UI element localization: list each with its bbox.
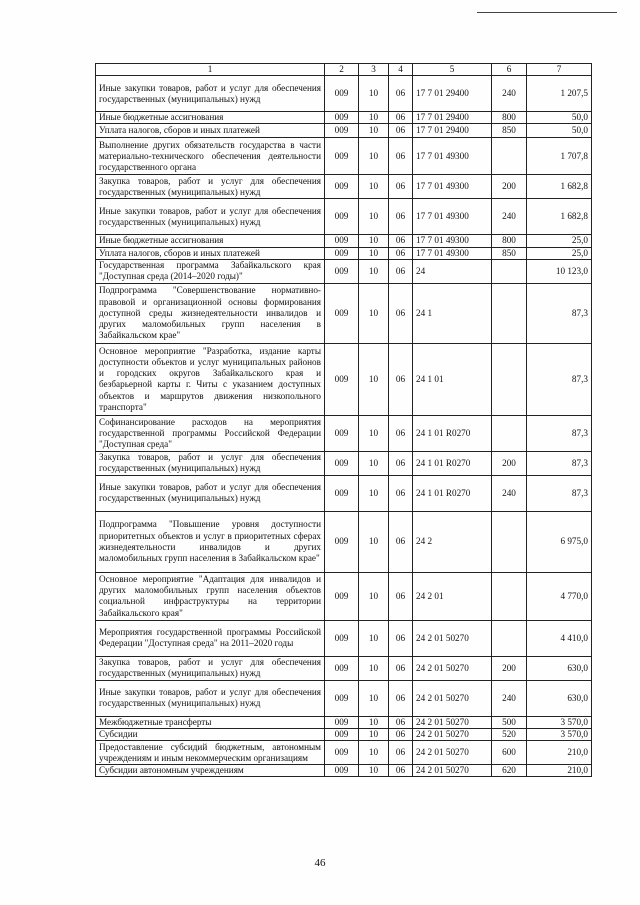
table-row (96, 235, 592, 247)
ved-code-cell: 009 (325, 247, 359, 259)
ved-code-cell: 009 (325, 475, 359, 511)
section-code-cell: 10 (359, 235, 389, 247)
expense-type-cell (492, 620, 527, 656)
table-row (96, 175, 592, 199)
table-row (96, 76, 592, 112)
row-name-cell: Иные закупки товаров, работ и услуг для обеспечения государственных (муниципальных) нужд (96, 199, 325, 235)
table-row (96, 124, 592, 138)
row-name-cell: Иные закупки товаров, работ и услуг для обеспечения государственных (муниципальных) нужд (96, 680, 325, 716)
expense-type-cell: 620 (492, 765, 527, 777)
ved-code-cell: 009 (325, 572, 359, 620)
section-code-cell: 10 (359, 76, 389, 112)
section-code-cell: 10 (359, 511, 389, 572)
expense-type-cell (492, 511, 527, 572)
table-row (96, 138, 592, 175)
section-code-cell: 10 (359, 680, 389, 716)
target-article-cell: 24 1 01 R0270 (413, 451, 492, 475)
ved-code-cell: 009 (325, 259, 359, 283)
amount-cell: 1 707,8 (527, 138, 592, 175)
amount-cell: 3 570,0 (527, 716, 592, 728)
amount-cell: 25,0 (527, 235, 592, 247)
target-article-cell: 24 1 01 (413, 343, 492, 415)
section-code-cell: 10 (359, 475, 389, 511)
target-article-cell: 24 1 01 R0270 (413, 475, 492, 511)
amount-cell: 1 207,5 (527, 76, 592, 112)
row-name-cell: Выполнение других обязательств государства в части материально-технического обеспечения деятельности государственного органа (96, 138, 325, 175)
subsection-code-cell: 06 (389, 415, 413, 451)
subsection-code-cell: 06 (389, 656, 413, 680)
expense-type-cell: 200 (492, 175, 527, 199)
header-cell: 2 (325, 64, 359, 76)
expense-type-cell: 240 (492, 76, 527, 112)
section-code-cell: 10 (359, 620, 389, 656)
header-cell: 3 (359, 64, 389, 76)
row-name-cell: Межбюджетные трансферты (96, 716, 325, 728)
amount-cell: 10 123,0 (527, 259, 592, 283)
expense-type-cell (492, 138, 527, 175)
target-article-cell: 24 2 01 50270 (413, 765, 492, 777)
expense-type-cell: 600 (492, 741, 527, 765)
expense-type-cell: 850 (492, 247, 527, 259)
row-name-cell: Субсидии автономным учреждениям (96, 765, 325, 777)
header-cell: 7 (527, 64, 592, 76)
row-name-cell: Закупка товаров, работ и услуг для обеспечения государственных (муниципальных) нужд (96, 175, 325, 199)
header-row (96, 64, 592, 76)
expense-type-cell (492, 415, 527, 451)
subsection-code-cell: 06 (389, 199, 413, 235)
row-name-cell: Иные закупки товаров, работ и услуг для обеспечения государственных (муниципальных) нужд (96, 475, 325, 511)
subsection-code-cell: 06 (389, 247, 413, 259)
ved-code-cell: 009 (325, 415, 359, 451)
table-row (96, 343, 592, 415)
subsection-code-cell: 06 (389, 283, 413, 343)
table-row (96, 741, 592, 765)
target-article-cell: 24 2 01 50270 (413, 729, 492, 741)
target-article-cell: 17 7 01 49300 (413, 235, 492, 247)
target-article-cell: 24 2 01 50270 (413, 620, 492, 656)
expense-type-cell (492, 283, 527, 343)
row-name-cell: Основное мероприятие "Разработка, издание карты доступности объектов и услуг муниципальных районов и городских округов Забайкальского края и безбарьерной карты г. Читы с указанием доступных объектов и маршрутов движения низкопольного транспорта" (96, 343, 325, 415)
table-row (96, 451, 592, 475)
section-code-cell: 10 (359, 729, 389, 741)
expense-type-cell: 800 (492, 235, 527, 247)
target-article-cell: 24 (413, 259, 492, 283)
ved-code-cell: 009 (325, 451, 359, 475)
target-article-cell: 24 1 01 R0270 (413, 415, 492, 451)
target-article-cell: 24 2 01 50270 (413, 741, 492, 765)
subsection-code-cell: 06 (389, 124, 413, 138)
table-row (96, 247, 592, 259)
subsection-code-cell: 06 (389, 620, 413, 656)
target-article-cell: 17 7 01 49300 (413, 199, 492, 235)
row-name-cell: Предоставление субсидий бюджетным, автономным учреждениям и иным некоммерческим организациям (96, 741, 325, 765)
target-article-cell: 24 2 01 50270 (413, 656, 492, 680)
subsection-code-cell: 06 (389, 511, 413, 572)
ved-code-cell: 009 (325, 741, 359, 765)
subsection-code-cell: 06 (389, 175, 413, 199)
row-name-cell: Софинансирование расходов на мероприятия государственной программы Российской Федерации "Доступная среда" (96, 415, 325, 451)
ved-code-cell: 009 (325, 138, 359, 175)
row-name-cell: Подпрограмма "Совершенствование нормативно-правовой и организационной основы формирования доступной среды жизнедеятельности инвалидов и других маломобильных групп населения в Забайкальском крае" (96, 283, 325, 343)
row-name-cell: Иные бюджетные ассигнования (96, 235, 325, 247)
target-article-cell: 24 2 (413, 511, 492, 572)
expense-type-cell: 200 (492, 451, 527, 475)
section-code-cell: 10 (359, 175, 389, 199)
ved-code-cell: 009 (325, 124, 359, 138)
header-cell: 4 (389, 64, 413, 76)
ved-code-cell: 009 (325, 199, 359, 235)
ved-code-cell: 009 (325, 729, 359, 741)
section-code-cell: 10 (359, 343, 389, 415)
amount-cell: 1 682,8 (527, 175, 592, 199)
target-article-cell: 24 1 (413, 283, 492, 343)
section-code-cell: 10 (359, 572, 389, 620)
row-name-cell: Подпрограмма "Повышение уровня доступности приоритетных объектов и услуг в приоритетных сферах жизнедеятельности инвалидов и других маломобильных групп населения в Забайкальском крае" (96, 511, 325, 572)
expense-type-cell (492, 572, 527, 620)
table-row (96, 729, 592, 741)
expense-type-cell (492, 259, 527, 283)
amount-cell: 630,0 (527, 656, 592, 680)
target-article-cell: 17 7 01 49300 (413, 138, 492, 175)
section-code-cell: 10 (359, 259, 389, 283)
amount-cell: 4 770,0 (527, 572, 592, 620)
amount-cell: 210,0 (527, 765, 592, 777)
section-code-cell: 10 (359, 199, 389, 235)
target-article-cell: 24 2 01 (413, 572, 492, 620)
ved-code-cell: 009 (325, 235, 359, 247)
amount-cell: 6 975,0 (527, 511, 592, 572)
subsection-code-cell: 06 (389, 343, 413, 415)
ved-code-cell: 009 (325, 620, 359, 656)
table-row (96, 680, 592, 716)
amount-cell: 25,0 (527, 247, 592, 259)
row-name-cell: Уплата налогов, сборов и иных платежей (96, 124, 325, 138)
amount-cell: 1 682,8 (527, 199, 592, 235)
target-article-cell: 24 2 01 50270 (413, 680, 492, 716)
ved-code-cell: 009 (325, 511, 359, 572)
header-cell: 5 (413, 64, 492, 76)
expense-type-cell: 240 (492, 475, 527, 511)
subsection-code-cell: 06 (389, 259, 413, 283)
subsection-code-cell: 06 (389, 451, 413, 475)
expense-type-cell (492, 343, 527, 415)
table-row (96, 283, 592, 343)
section-code-cell: 10 (359, 656, 389, 680)
table-row (96, 511, 592, 572)
table-row (96, 716, 592, 728)
row-name-cell: Закупка товаров, работ и услуг для обеспечения государственных (муниципальных) нужд (96, 656, 325, 680)
header-cell: 1 (96, 64, 325, 76)
amount-cell: 50,0 (527, 124, 592, 138)
section-code-cell: 10 (359, 138, 389, 175)
ved-code-cell: 009 (325, 283, 359, 343)
amount-cell: 87,3 (527, 415, 592, 451)
target-article-cell: 17 7 01 29400 (413, 124, 492, 138)
row-name-cell: Иные бюджетные ассигнования (96, 112, 325, 124)
top-rule (477, 12, 617, 13)
amount-cell: 210,0 (527, 741, 592, 765)
subsection-code-cell: 06 (389, 475, 413, 511)
expense-type-cell: 200 (492, 656, 527, 680)
amount-cell: 87,3 (527, 283, 592, 343)
ved-code-cell: 009 (325, 765, 359, 777)
amount-cell: 87,3 (527, 451, 592, 475)
target-article-cell: 17 7 01 29400 (413, 112, 492, 124)
table-row (96, 765, 592, 777)
row-name-cell: Основное мероприятие "Адаптация для инвалидов и других маломобильных групп населения объектов социальной инфраструктуры на территории Забайкальского края" (96, 572, 325, 620)
subsection-code-cell: 06 (389, 729, 413, 741)
subsection-code-cell: 06 (389, 741, 413, 765)
section-code-cell: 10 (359, 716, 389, 728)
target-article-cell: 17 7 01 49300 (413, 247, 492, 259)
subsection-code-cell: 06 (389, 765, 413, 777)
subsection-code-cell: 06 (389, 680, 413, 716)
ved-code-cell: 009 (325, 112, 359, 124)
ved-code-cell: 009 (325, 76, 359, 112)
amount-cell: 87,3 (527, 343, 592, 415)
ved-code-cell: 009 (325, 343, 359, 415)
section-code-cell: 10 (359, 112, 389, 124)
subsection-code-cell: 06 (389, 112, 413, 124)
subsection-code-cell: 06 (389, 138, 413, 175)
row-name-cell: Субсидии (96, 729, 325, 741)
section-code-cell: 10 (359, 741, 389, 765)
row-name-cell: Иные закупки товаров, работ и услуг для обеспечения государственных (муниципальных) нужд (96, 76, 325, 112)
subsection-code-cell: 06 (389, 716, 413, 728)
amount-cell: 4 410,0 (527, 620, 592, 656)
section-code-cell: 10 (359, 415, 389, 451)
ved-code-cell: 009 (325, 656, 359, 680)
expense-type-cell: 240 (492, 680, 527, 716)
section-code-cell: 10 (359, 247, 389, 259)
ved-code-cell: 009 (325, 680, 359, 716)
row-name-cell: Закупка товаров, работ и услуг для обеспечения государственных (муниципальных) нужд (96, 451, 325, 475)
row-name-cell: Государственная программа Забайкальского края "Доступная среда (2014–2020 годы)" (96, 259, 325, 283)
subsection-code-cell: 06 (389, 235, 413, 247)
ved-code-cell: 009 (325, 716, 359, 728)
ved-code-cell: 009 (325, 175, 359, 199)
target-article-cell: 24 2 01 50270 (413, 716, 492, 728)
expense-type-cell: 240 (492, 199, 527, 235)
subsection-code-cell: 06 (389, 76, 413, 112)
header-cell: 6 (492, 64, 527, 76)
table-row (96, 656, 592, 680)
subsection-code-cell: 06 (389, 572, 413, 620)
table-row (96, 620, 592, 656)
row-name-cell: Уплата налогов, сборов и иных платежей (96, 247, 325, 259)
row-name-cell: Мероприятия государственной программы Российской Федерации "Доступная среда" на 2011–2020 годы (96, 620, 325, 656)
expense-type-cell: 850 (492, 124, 527, 138)
table-row (96, 199, 592, 235)
amount-cell: 87,3 (527, 475, 592, 511)
section-code-cell: 10 (359, 765, 389, 777)
amount-cell: 50,0 (527, 112, 592, 124)
target-article-cell: 17 7 01 49300 (413, 175, 492, 199)
amount-cell: 630,0 (527, 680, 592, 716)
table-row (96, 572, 592, 620)
expense-type-cell: 500 (492, 716, 527, 728)
expense-type-cell: 800 (492, 112, 527, 124)
section-code-cell: 10 (359, 124, 389, 138)
section-code-cell: 10 (359, 283, 389, 343)
target-article-cell: 17 7 01 29400 (413, 76, 492, 112)
page-number: 46 (314, 857, 326, 869)
table-row (96, 112, 592, 124)
expense-type-cell: 520 (492, 729, 527, 741)
section-code-cell: 10 (359, 451, 389, 475)
amount-cell: 3 570,0 (527, 729, 592, 741)
table-row (96, 475, 592, 511)
budget-table (95, 63, 592, 777)
table-row (96, 259, 592, 283)
table-row (96, 415, 592, 451)
